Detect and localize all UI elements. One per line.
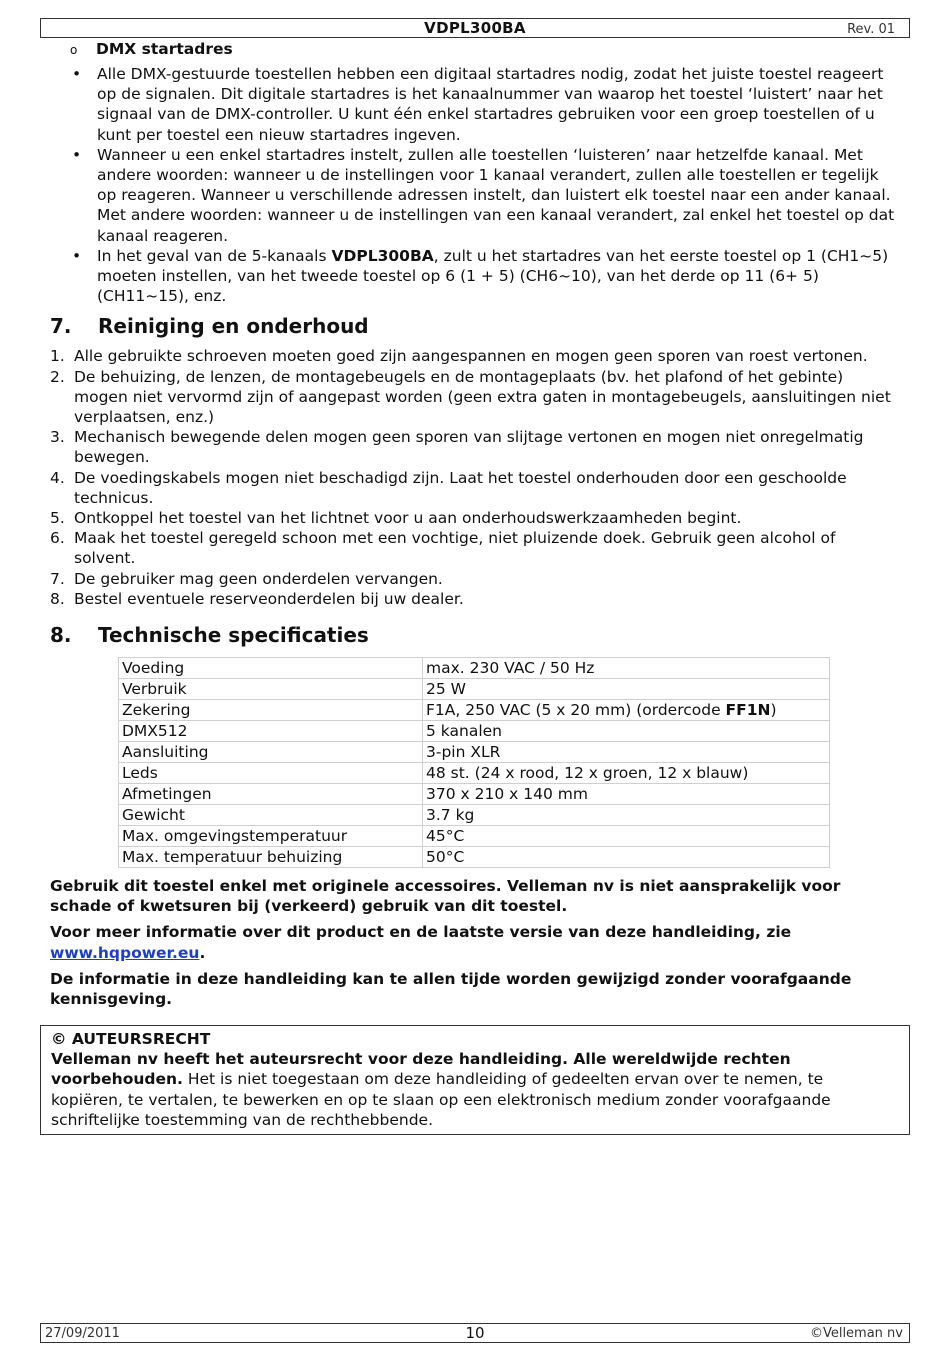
spec-value xyxy=(423,847,830,868)
spec-key: Max. temperatuur behuizing xyxy=(119,847,423,868)
item-text: Ontkoppel het toestel van het lichtnet voor u aan onderhoudswerkzaamheden begint. xyxy=(74,509,742,528)
spec-key: Afmetingen xyxy=(119,784,423,805)
item-text: Alle gebruikte schroeven moeten goed zijn aangespannen en mogen geen sporen van roest vertonen. xyxy=(74,347,868,366)
list-item xyxy=(50,427,900,467)
table-row xyxy=(119,679,830,700)
model-name: VDPL300BA xyxy=(331,246,434,265)
section-title: Technische specificaties xyxy=(98,623,369,648)
table-row xyxy=(119,742,830,763)
list-item xyxy=(50,145,900,246)
spec-value xyxy=(423,805,830,826)
copyright-text: Het is niet toegestaan om deze handleiding of gedeelten ervan over te nemen, te kopiëren, te vertalen, te bewerken en op te slaan op een elektronisch medium zonder voorafgaande schriftelijke toestemming van de rechthebbende. xyxy=(51,1070,831,1129)
circle-bullet-icon: o xyxy=(70,43,78,57)
item-text: De gebruiker mag geen onderdelen vervangen. xyxy=(74,569,443,588)
copyright-heading: © AUTEURSRECHT xyxy=(51,1030,211,1048)
table-row xyxy=(119,847,830,868)
dmx-heading: DMX startadres xyxy=(96,40,233,58)
section-7-heading xyxy=(50,314,900,338)
item-number: 7. xyxy=(50,569,65,588)
spec-key: Gewicht xyxy=(119,805,423,826)
bullet-icon: • xyxy=(72,145,82,164)
footer-date: 27/09/2011 xyxy=(45,1326,120,1341)
spec-value-text: 48 st. (24 x rood, 12 x groen, 12 x blauw) xyxy=(426,764,749,783)
item-number: 2. xyxy=(50,367,65,386)
table-row xyxy=(119,805,830,826)
spec-value-text: 45°C xyxy=(426,827,465,846)
copyright-bold-text: Velleman nv heeft het auteursrecht voor deze handleiding. Alle wereldwijde rechten voorbehouden. xyxy=(51,1050,791,1089)
specifications-table xyxy=(118,657,830,868)
item-number: 1. xyxy=(50,347,65,366)
spec-key: Zekering xyxy=(119,700,423,721)
item-text: Mechanisch bewegende delen mogen geen sporen van slijtage vertonen en mogen niet onregelmatig bewegen. xyxy=(74,428,864,467)
spec-value-text: 25 W xyxy=(426,680,466,699)
page-number: 10 xyxy=(465,1324,485,1342)
list-item xyxy=(50,367,900,428)
page-content xyxy=(50,38,900,1015)
hqpower-link[interactable]: www.hqpower.eu xyxy=(50,943,200,962)
bullet-text: , zult u het startadres van het eerste toestel op 1 (CH1~5) moeten instellen, van het tweede toestel op 6 (1 + 5) (CH6~10), van het derde op 11 (6+ 5) (CH11~15), enz. xyxy=(97,246,889,306)
dmx-bullet-list xyxy=(50,64,900,306)
notice-accessories: Gebruik dit toestel enkel met originele accessoires. Velleman nv is niet aansprakelijk voor schade of kwetsuren bij (verkeerd) gebruik van dit toestel. xyxy=(50,877,841,916)
copyright-body xyxy=(51,1049,899,1130)
list-item xyxy=(50,589,900,609)
table-row xyxy=(119,826,830,847)
footer-copyright: ©Velleman nv xyxy=(809,1326,903,1341)
revision-label: Rev. 01 xyxy=(847,22,895,37)
table-row xyxy=(119,658,830,679)
section-title: Reiniging en onderhoud xyxy=(98,314,369,339)
spec-ordercode: FF1N xyxy=(725,701,771,720)
section-8-heading xyxy=(50,623,900,647)
table-row xyxy=(119,721,830,742)
bullet-text: In het geval van de 5-kanaals xyxy=(97,246,332,265)
spec-value-text: F1A, 250 VAC (5 x 20 mm) (ordercode xyxy=(426,701,726,720)
section-number: 8. xyxy=(50,623,72,648)
spec-value-text: 50°C xyxy=(426,848,465,867)
table-row xyxy=(119,784,830,805)
bullet-text: Alle DMX-gestuurde toestellen hebben een digitaal startadres nodig, zodat het juiste toestel reageert op de signalen. Dit digitale startadres is het kanaalnummer van waarop het toestel ‘luistert’ naar het signaal van de DMX-controller. U kunt één enkel startadres gebruiken voor een groep toestellen of u kunt per toestel een nieuw startadres ingeven. xyxy=(97,65,884,144)
section-number: 7. xyxy=(50,314,72,339)
item-text: Bestel eventuele reserveonderdelen bij uw dealer. xyxy=(74,589,464,608)
spec-value xyxy=(423,763,830,784)
spec-value-text: 3.7 kg xyxy=(426,806,475,825)
list-item xyxy=(50,246,900,307)
spec-value xyxy=(423,742,830,763)
spec-value xyxy=(423,826,830,847)
list-item xyxy=(50,346,900,366)
copyright-box xyxy=(40,1025,910,1135)
dmx-subheading xyxy=(70,40,900,58)
spec-value xyxy=(423,658,830,679)
spec-value xyxy=(423,700,830,721)
spec-value-text: 370 x 210 x 140 mm xyxy=(426,785,588,804)
spec-key: Max. omgevingstemperatuur xyxy=(119,826,423,847)
spec-key: DMX512 xyxy=(119,721,423,742)
bullet-icon: • xyxy=(72,65,82,83)
spec-value-text: 3-pin XLR xyxy=(426,743,501,762)
notice-text: Voor meer informatie over dit product en de laatste versie van deze handleiding, zie xyxy=(50,923,792,942)
list-item xyxy=(50,468,900,508)
item-text: Maak het toestel geregeld schoon met een vochtige, niet pluizende doek. Gebruik geen alcohol of solvent. xyxy=(74,529,836,568)
notice-text: . xyxy=(199,943,206,962)
item-number: 5. xyxy=(50,509,65,528)
list-item xyxy=(50,528,900,568)
item-number: 4. xyxy=(50,468,65,487)
item-number: 8. xyxy=(50,589,65,608)
item-text: De behuizing, de lenzen, de montagebeugels en de montageplaats (bv. het plafond of het gebinte) mogen niet vervormd zijn of aangepast worden (geen extra gaten in montagebeugels, aansluitingen niet verplaatsen, enz.) xyxy=(74,367,891,427)
list-item xyxy=(50,64,900,145)
spec-value xyxy=(423,679,830,700)
bullet-icon: • xyxy=(72,246,82,265)
spec-value-text: 5 kanalen xyxy=(426,722,502,741)
notice-more-info xyxy=(50,922,900,962)
notice-changes: De informatie in deze handleiding kan te allen tijde worden gewijzigd zonder voorafgaande kennisgeving. xyxy=(50,969,852,1009)
list-item xyxy=(50,508,900,528)
bullet-text: Wanneer u een enkel startadres instelt, zullen alle toestellen ‘luisteren’ naar hetzelfde kanaal. Met andere woorden: wanneer u de instellingen voor 1 kanaal verandert, zullen alle toestellen er tegelijk op reageren. Wanneer u verschillende adressen instelt, dan luistert elk toestel naar een ander kanaal. Met andere woorden: wanneer u de instellingen van een kanaal verandert, zal enkel het toestel op dat kanaal reageren. xyxy=(97,145,895,245)
spec-value-text: max. 230 VAC / 50 Hz xyxy=(426,659,595,678)
spec-value-text: ) xyxy=(770,701,777,720)
spec-key: Aansluiting xyxy=(119,742,423,763)
spec-key: Voeding xyxy=(119,658,423,679)
spec-value xyxy=(423,721,830,742)
spec-key: Leds xyxy=(119,763,423,784)
spec-value xyxy=(423,784,830,805)
list-item xyxy=(50,569,900,589)
item-number: 3. xyxy=(50,428,65,447)
page-footer xyxy=(40,1323,910,1343)
spec-key: Verbruik xyxy=(119,679,423,700)
table-row xyxy=(119,763,830,784)
document-title: VDPL300BA xyxy=(424,19,526,37)
page-header xyxy=(40,18,910,38)
table-row xyxy=(119,700,830,721)
maintenance-list xyxy=(50,346,900,609)
item-number: 6. xyxy=(50,529,65,548)
item-text: De voedingskabels mogen niet beschadigd zijn. Laat het toestel onderhouden door een geschoolde technicus. xyxy=(74,468,847,507)
